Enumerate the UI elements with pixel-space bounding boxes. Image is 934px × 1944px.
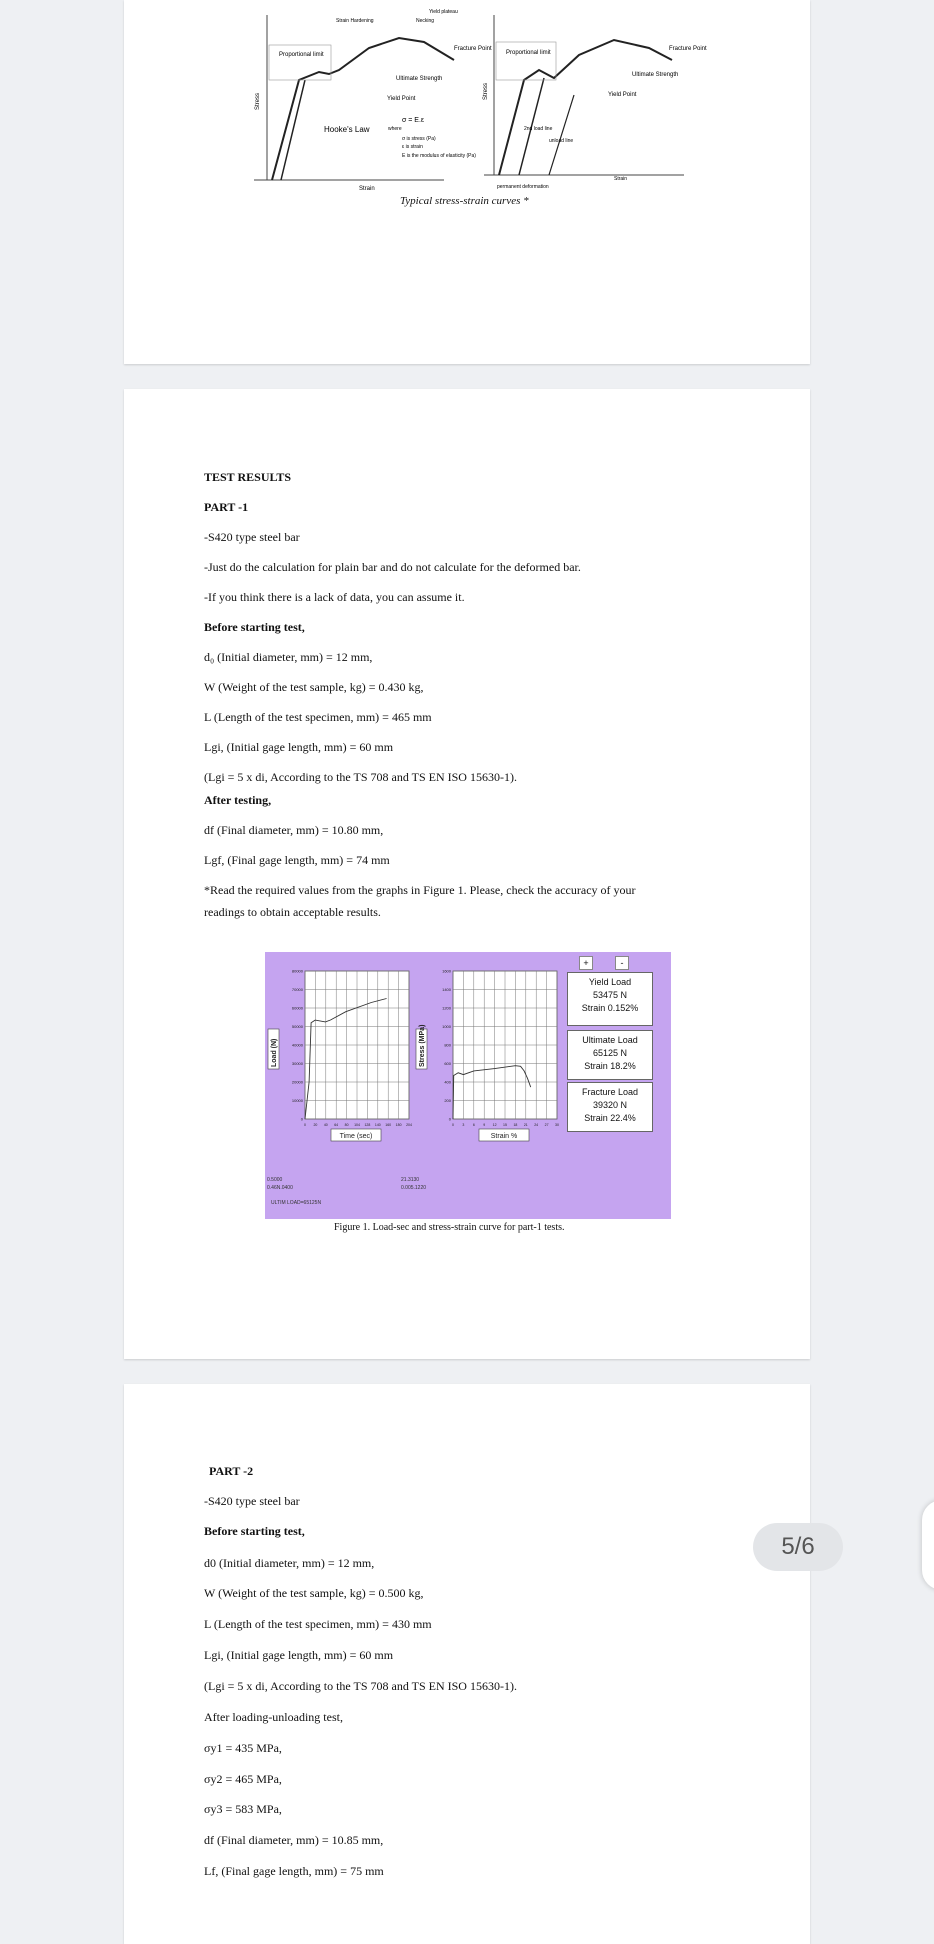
- left-proportional-limit-label: Proportional limit: [279, 52, 324, 58]
- note-line-2: readings to obtain acceptable results.: [204, 905, 381, 919]
- hookes-bullet-3: E is the modulus of elasticity (Pa): [402, 153, 476, 159]
- initial-gage-length: Lgi, (Initial gage length, mm) = 60 mm: [204, 740, 394, 754]
- yield-load-value: 53475 N: [592, 990, 628, 1000]
- y-tick-label: 60000: [291, 1005, 303, 1011]
- x-tick-label: 80: [344, 1123, 349, 1127]
- x-tick-label: 18: [513, 1123, 518, 1127]
- y-tick-label: 40000: [291, 1042, 303, 1048]
- x-axis-label: Time (sec): [339, 1133, 373, 1140]
- right-proportional-limit-label: Proportional limit: [506, 50, 551, 56]
- initial-gage-length: Lgi, (Initial gage length, mm) = 60 mm: [204, 1648, 394, 1662]
- yield-stress-3: σy3 = 583 MPa,: [204, 1802, 282, 1816]
- x-tick-label: 40: [323, 1123, 328, 1127]
- y-tick-label: 1000: [442, 1024, 451, 1029]
- y-axis-label: Stress (MPa): [419, 1024, 426, 1067]
- y-tick-label: 800: [444, 1042, 451, 1048]
- y-tick-label: 70000: [291, 987, 303, 992]
- page-counter: 5/6: [753, 1523, 843, 1571]
- left-stress-axis-label: Stress: [255, 92, 261, 110]
- yield-strain-value: Strain 0.152%: [581, 1003, 639, 1013]
- stress-strain-chart: [415, 967, 565, 1182]
- y-tick-label: 1200: [442, 1005, 451, 1011]
- hookes-law-label: Hooke's Law: [324, 125, 370, 134]
- fracture-readout: [567, 1082, 653, 1132]
- y-tick-label: 0: [300, 1116, 303, 1122]
- text-line: -S420 type steel bar: [204, 530, 300, 544]
- x-tick-label: 15: [503, 1123, 507, 1127]
- yield-title: Yield Load: [588, 977, 632, 987]
- hookes-bullet-1: σ is stress (Pa): [402, 136, 436, 142]
- left-strain-axis-label: Strain: [359, 186, 375, 192]
- y-tick-label: 1600: [442, 968, 451, 974]
- x-tick-label: 104: [354, 1123, 360, 1127]
- left-fracture-point-label: Fracture Point: [454, 46, 492, 52]
- y-axis-label: Load (N): [271, 1038, 278, 1067]
- small-readout: 21.3130: [401, 1177, 420, 1183]
- text-line: -S420 type steel bar: [204, 1494, 300, 1508]
- x-tick-label: 3: [462, 1123, 465, 1127]
- document-page-2: [124, 389, 810, 1359]
- y-tick-label: 200: [444, 1098, 451, 1103]
- y-tick-label: 600: [444, 1061, 451, 1066]
- side-panel-handle[interactable]: [922, 1500, 934, 1590]
- minus-button[interactable]: -: [615, 956, 629, 970]
- fracture-title: Fracture Load: [581, 1087, 639, 1097]
- right-fracture-point-label: Fracture Point: [669, 46, 707, 52]
- page1-caption: Typical stress-strain curves *: [400, 195, 529, 207]
- y-tick-label: 10000: [291, 1098, 303, 1103]
- right-strain-axis-label: Strain: [614, 176, 628, 182]
- initial-diameter: d₀ (Initial diameter, mm) = 12 mm,: [204, 650, 373, 664]
- left-yield-point-label: Yield Point: [387, 96, 416, 102]
- x-tick-label: 12: [492, 1123, 497, 1127]
- document-page-3: [124, 1384, 810, 1944]
- right-ultimate-strength-label: Ultimate Strength: [632, 72, 679, 78]
- ultimate-title: Ultimate Load: [582, 1035, 638, 1045]
- necking-label: Necking: [416, 18, 435, 24]
- hookes-formula: σ = E.ε: [402, 117, 425, 124]
- hookes-bullet-2: ε is strain: [402, 144, 423, 150]
- load-time-chart: [267, 967, 420, 1183]
- x-tick-label: 27: [544, 1123, 549, 1127]
- y-tick-label: 400: [444, 1079, 451, 1085]
- text-line: -Just do the calculation for plain bar and do not calculate for the deformed bar.: [204, 560, 581, 574]
- ultimate-readout: [567, 1030, 653, 1080]
- x-tick-label: 20: [313, 1123, 318, 1127]
- sample-weight: W (Weight of the test sample, kg) = 0.430 kg,: [204, 680, 424, 694]
- fracture-load-value: 39320 N: [592, 1100, 628, 1110]
- small-readout: 0.46N.0400: [267, 1185, 293, 1191]
- small-readout: 0.005.1220: [401, 1185, 427, 1191]
- x-tick-label: 9: [483, 1123, 486, 1127]
- sample-weight: W (Weight of the test sample, kg) = 0.500 kg,: [204, 1586, 424, 1600]
- part2-heading: PART -2: [209, 1464, 254, 1478]
- yield-readout: [567, 972, 653, 1026]
- x-tick-label: 180: [395, 1123, 402, 1127]
- small-readout: ULTIM LOAD=65125N: [271, 1200, 322, 1206]
- x-axis-label: Strain %: [490, 1133, 518, 1140]
- initial-diameter: d0 (Initial diameter, mm) = 12 mm,: [204, 1556, 375, 1570]
- y-tick-label: 80000: [291, 968, 303, 974]
- x-tick-label: 21: [523, 1123, 528, 1127]
- ultimate-strain-value: Strain 18.2%: [584, 1061, 636, 1071]
- x-tick-label: 140: [374, 1123, 381, 1127]
- hookes-where: where: [388, 126, 402, 132]
- final-gage-length: Lgf, (Final gage length, mm) = 74 mm: [204, 853, 390, 867]
- final-gage-length: Lf, (Final gage length, mm) = 75 mm: [204, 1864, 384, 1878]
- y-tick-label: 50000: [291, 1024, 303, 1029]
- yield-stress-2: σy2 = 465 MPa,: [204, 1772, 282, 1786]
- x-tick-label: 204: [406, 1123, 412, 1127]
- figure-1-panel: [265, 952, 671, 1219]
- document-page-1: [124, 0, 810, 364]
- permanent-deformation-label: permanent deformation: [497, 184, 549, 190]
- x-tick-label: 64: [334, 1123, 339, 1127]
- x-tick-label: 0: [452, 1123, 454, 1127]
- x-tick-label: 0: [304, 1123, 306, 1127]
- before-test-heading: Before starting test,: [204, 620, 305, 634]
- unload-line-label: unload line: [549, 138, 574, 144]
- x-tick-label: 128: [364, 1123, 371, 1127]
- final-diameter: df (Final diameter, mm) = 10.85 mm,: [204, 1833, 384, 1847]
- x-tick-label: 6: [472, 1123, 475, 1127]
- text-line: -If you think there is a lack of data, you can assume it.: [204, 590, 465, 604]
- specimen-length: L (Length of the test specimen, mm) = 430 mm: [204, 1617, 432, 1631]
- y-tick-label: 1400: [442, 987, 451, 992]
- before-test-heading: Before starting test,: [204, 1524, 305, 1538]
- y-tick-label: 20000: [291, 1079, 303, 1085]
- part1-heading: PART -1: [204, 500, 249, 514]
- y-tick-label: 0: [448, 1116, 451, 1122]
- fracture-strain-value: Strain 22.4%: [584, 1113, 636, 1123]
- right-yield-point-label: Yield Point: [608, 92, 637, 98]
- test-results-heading: TEST RESULTS: [204, 470, 292, 484]
- yield-plateau-label: Yield plateau: [429, 9, 458, 15]
- small-readout: 0.5000: [267, 1177, 283, 1183]
- ultimate-load-value: 65125 N: [592, 1048, 628, 1058]
- yield-stress-1: σy1 = 435 MPa,: [204, 1741, 282, 1755]
- final-diameter: df (Final diameter, mm) = 10.80 mm,: [204, 823, 384, 837]
- typical-stress-strain-figure: [124, 0, 810, 210]
- specimen-length: L (Length of the test specimen, mm) = 465 mm: [204, 710, 432, 724]
- right-stress-axis-label: Stress: [483, 82, 489, 100]
- figure-1-caption: Figure 1. Load-sec and stress-strain curve for part-1 tests.: [334, 1222, 565, 1233]
- after-loading-text: After loading-unloading test,: [204, 1710, 343, 1724]
- after-test-heading: After testing,: [204, 793, 272, 807]
- note-line-1: *Read the required values from the graphs in Figure 1. Please, check the accuracy of your: [204, 883, 636, 897]
- gage-length-rule: (Lgi = 5 x di, According to the TS 708 and TS EN ISO 15630-1).: [204, 1679, 517, 1693]
- x-tick-label: 160: [385, 1123, 392, 1127]
- y-tick-label: 30000: [291, 1061, 303, 1066]
- plus-button[interactable]: +: [579, 956, 593, 970]
- left-ultimate-strength-label: Ultimate Strength: [396, 76, 443, 82]
- x-tick-label: 24: [534, 1123, 539, 1127]
- gage-length-rule: (Lgi = 5 x di, According to the TS 708 and TS EN ISO 15630-1).: [204, 770, 517, 784]
- x-tick-label: 30: [555, 1123, 559, 1127]
- strain-hardening-label: Strain Hardening: [336, 18, 374, 24]
- load-line-label: 2nd load line: [524, 126, 553, 132]
